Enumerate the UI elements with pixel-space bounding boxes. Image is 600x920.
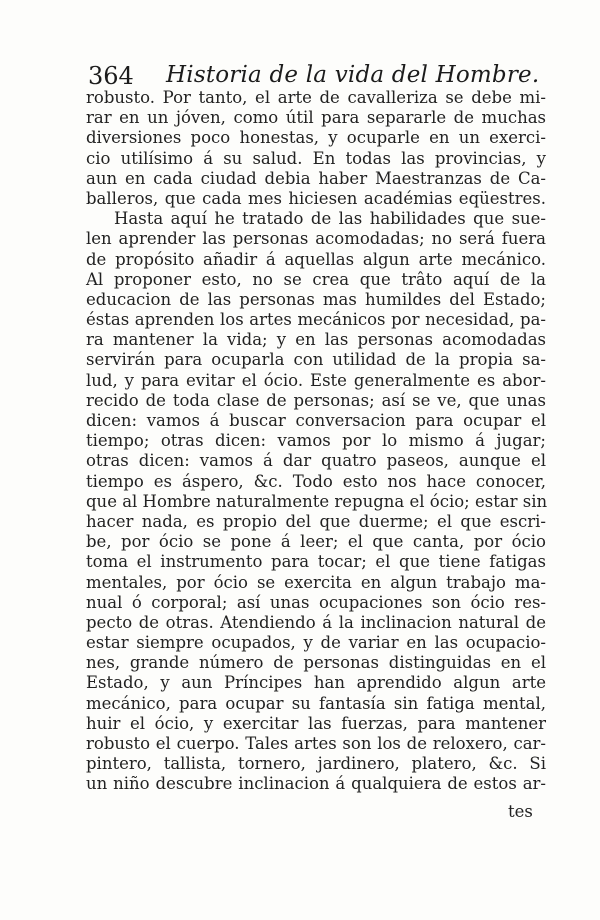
text-line: estar siempre ocupados, y de variar en las ocupacio- (86, 633, 546, 653)
text-line: Estado, y aun Príncipes han aprendido algun arte (86, 673, 546, 693)
text-line: rar en un jóven, como útil para separarle de muchas (86, 108, 546, 128)
text-line: nual ó corporal; así unas ocupaciones son ócio res- (86, 592, 546, 612)
text-line: que al Hombre naturalmente repugna el ócio; estar sin (86, 491, 548, 511)
text-line: otras dicen: vamos á dar quatro paseos, aunque el (86, 451, 546, 471)
text-line: ra mantener la vida; y en las personas acomodadas (86, 330, 546, 350)
text-line: be, por ócio se pone á leer; el que canta, por ócio (86, 532, 546, 552)
text-line: huir el ócio, y exercitar las fuerzas, para mantener (86, 713, 546, 733)
text-line: servirán para ocuparla con utilidad de la propia sa- (86, 350, 546, 370)
text-line: hacer nada, es propio del que duerme; el que escri- (86, 511, 546, 531)
text-line: len aprender las personas acomodadas; no será fuera (86, 229, 546, 249)
text-line: tiempo es áspero, &c. Todo esto nos hace conocer, (86, 471, 546, 491)
text-line: toma el instrumento para tocar; el que tiene fatigas (86, 552, 546, 572)
text-line: balleros, que cada mes hiciesen académias eqüestres. (86, 188, 546, 208)
paragraph-start-line: Hasta aquí he tratado de las habilidades que sue- (114, 209, 546, 229)
text-line: tiempo; otras dicen: vamos por lo mismo á jugar; (86, 431, 546, 451)
text-line: robusto. Por tanto, el arte de cavalleriza se debe mi- (86, 88, 546, 107)
catchword: tes (508, 802, 533, 821)
text-line: recido de toda clase de personas; así se ve, que unas (86, 390, 546, 410)
text-line: cio utilísimo á su salud. En todas las provincias, y (86, 148, 546, 168)
text-line: mentales, por ócio se exercita en algun trabajo ma- (86, 572, 546, 592)
text-line: robusto el cuerpo. Tales artes son los de reloxero, car- (86, 734, 546, 753)
text-line: de propósito añadir á aquellas algun arte mecánico. (86, 249, 546, 269)
page-number: 364 (88, 62, 134, 90)
text-line: mecánico, para ocupar su fantasía sin fatiga mental, (86, 693, 546, 713)
text-line: aun en cada ciudad debia haber Maestranzas de Ca- (86, 168, 546, 188)
running-title: Historia de la vida del Hombre. (166, 62, 540, 88)
text-line: éstas aprenden los artes mecánicos por necesidad, pa- (86, 310, 546, 330)
text-line: diversiones poco honestas, y ocuparle en un exerci- (86, 128, 546, 148)
text-line: lud, y para evitar el ócio. Este generalmente es abor- (86, 370, 546, 390)
text-line: Al proponer esto, no se crea que trâto aquí de la (86, 269, 546, 289)
text-line: pecto de otras. Atendiendo á la inclinacion natural de (86, 612, 546, 632)
page-header (88, 60, 548, 90)
text-line: educacion de las personas mas humildes del Estado; (86, 289, 546, 309)
text-line: dicen: vamos á buscar conversacion para ocupar el (86, 411, 546, 430)
text-line: pintero, tallista, tornero, jardinero, platero, &c. Si (86, 754, 546, 774)
body-text (86, 88, 546, 795)
text-line: nes, grande número de personas distinguidas en el (86, 653, 546, 673)
text-line: un niño descubre inclinacion á qualquiera de estos ar- (86, 774, 546, 794)
